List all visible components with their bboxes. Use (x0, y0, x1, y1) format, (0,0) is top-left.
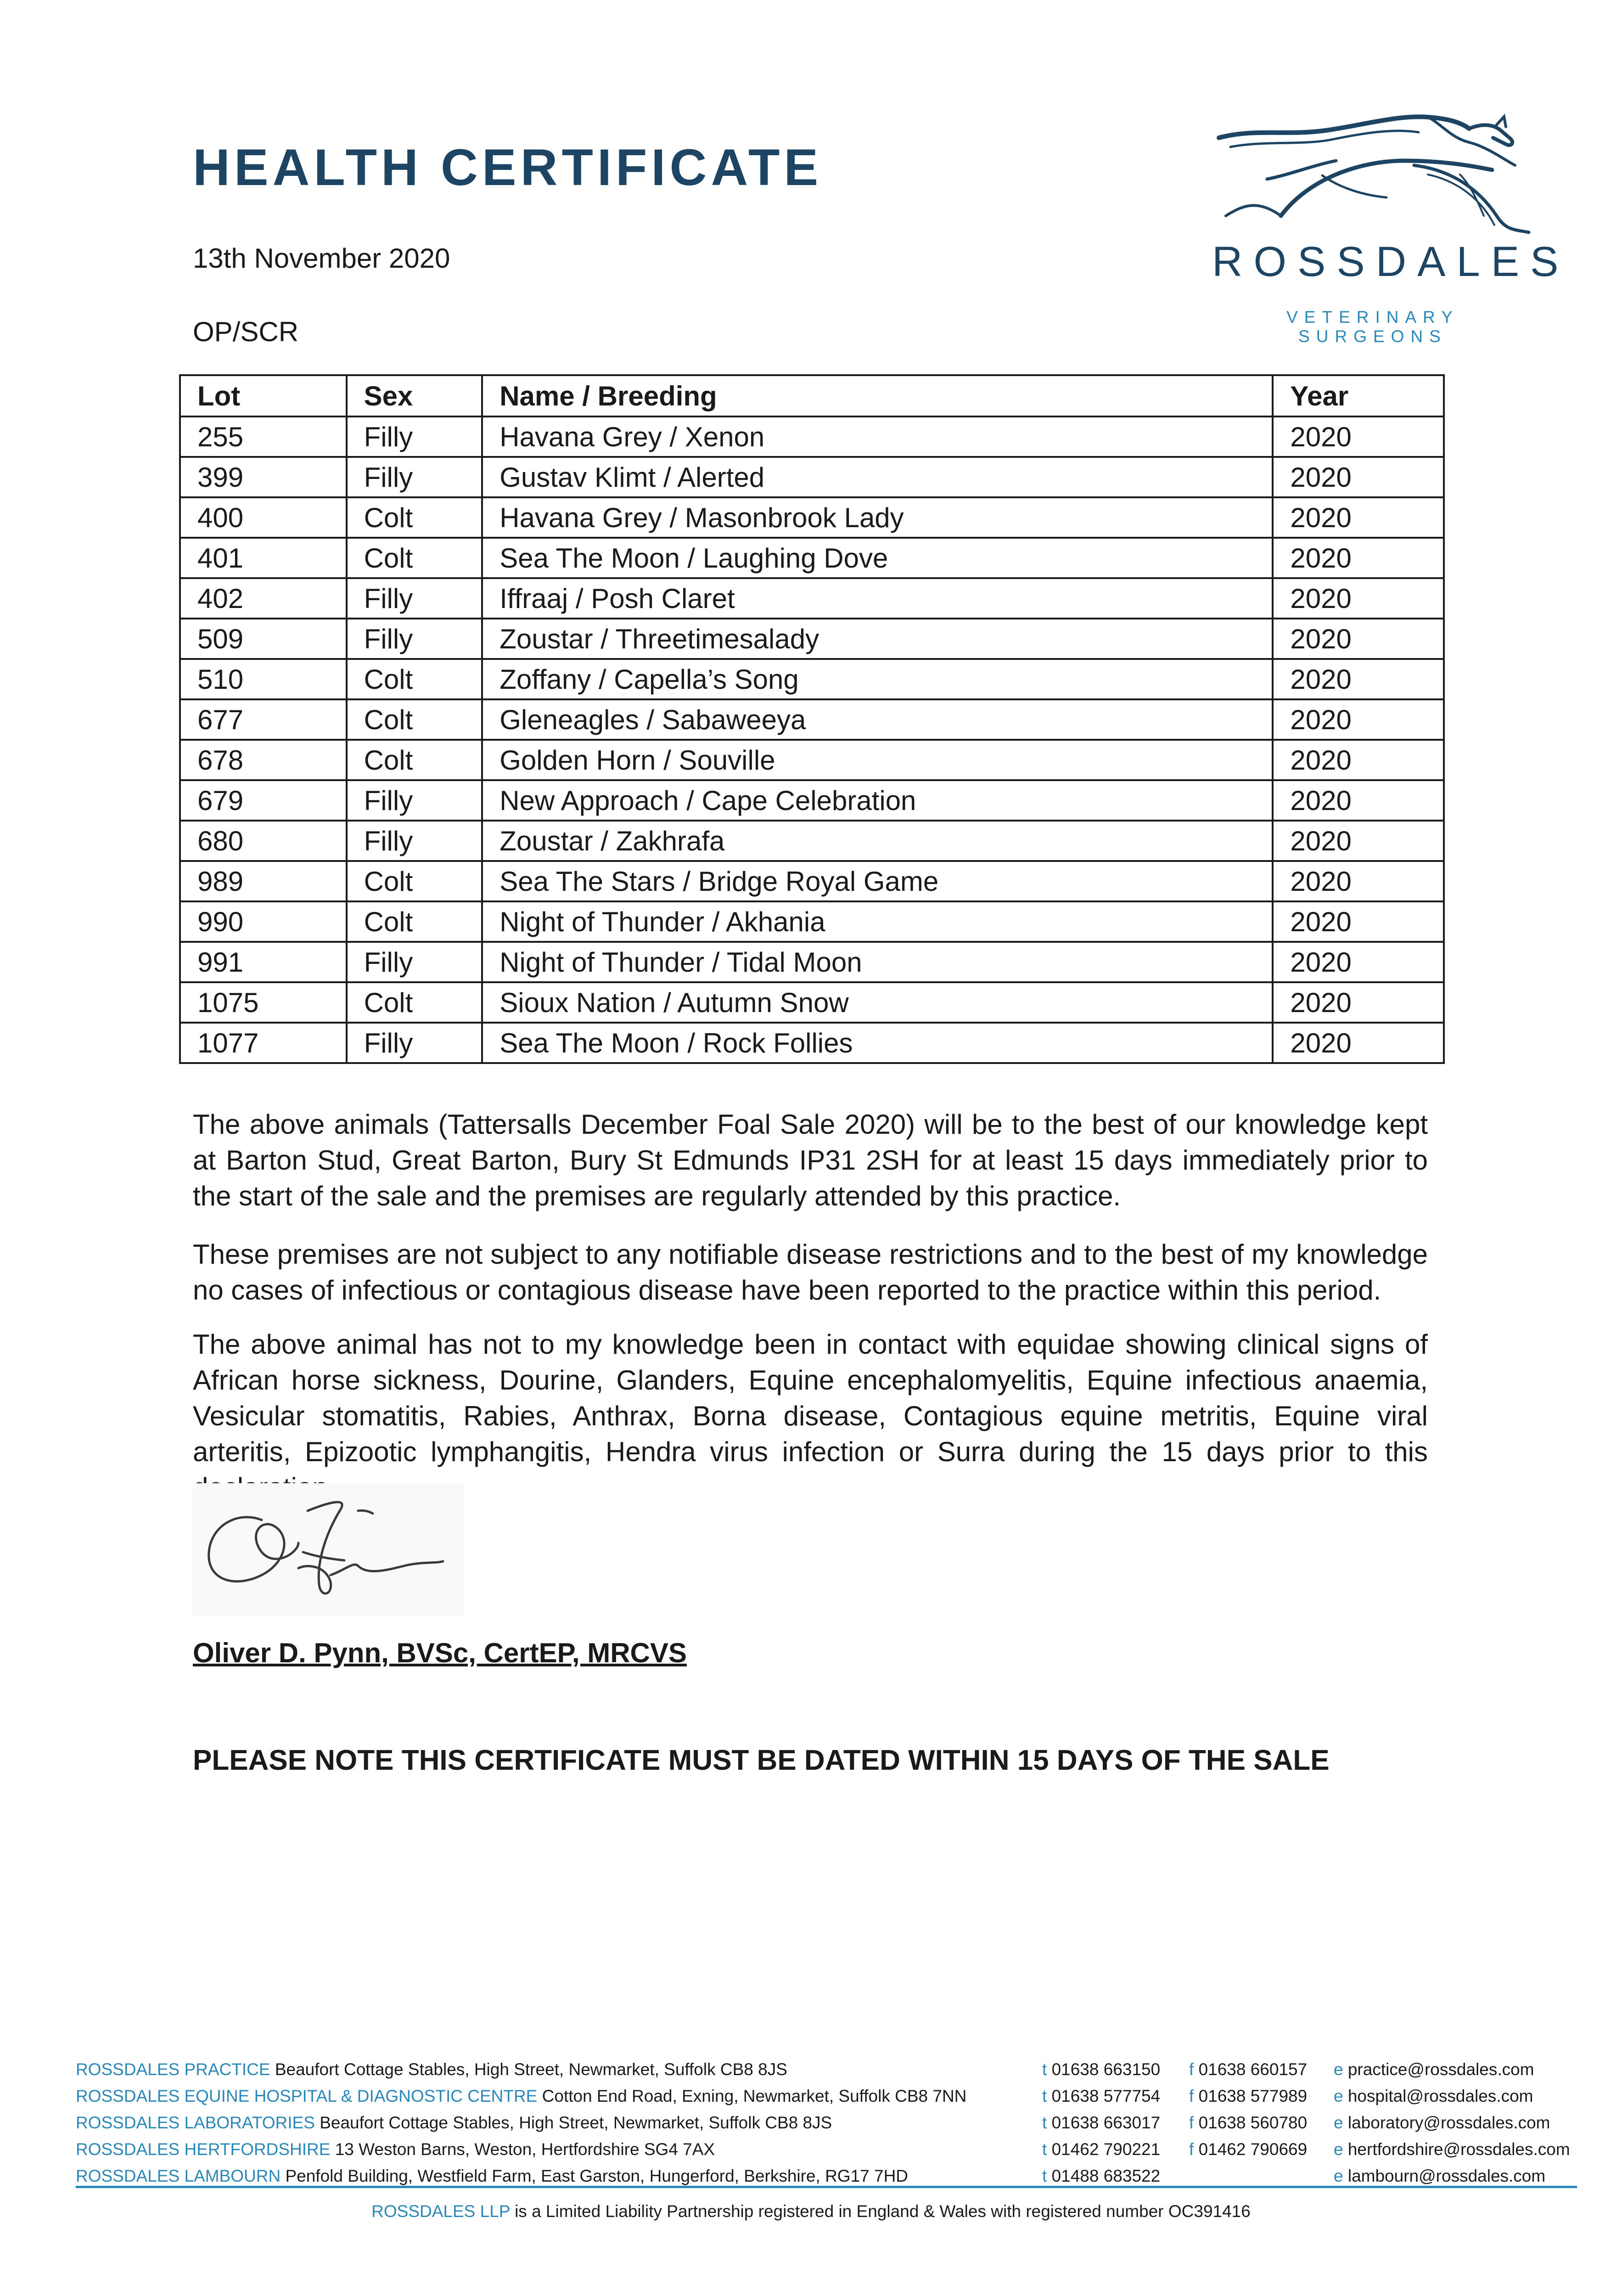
footer-phone-number: 01462 790221 (1051, 2140, 1161, 2159)
name-breeding-cell: New Approach / Cape Celebration (482, 780, 1273, 821)
table-row (180, 699, 1444, 740)
lot-cell: 1077 (180, 1023, 347, 1063)
lot-cell: 400 (180, 497, 347, 538)
lot-cell: 990 (180, 901, 347, 942)
lot-cell: 399 (180, 457, 347, 497)
name-breeding-cell: Zoustar / Zakhrafa (482, 821, 1273, 861)
footer-org-address: Cotton End Road, Exning, Newmarket, Suffolk CB8 7NN (542, 2087, 967, 2105)
footer-fax-number: 01462 790669 (1198, 2140, 1308, 2159)
year-cell: 2020 (1273, 901, 1444, 942)
table-row (180, 619, 1444, 659)
footer-email (1334, 2056, 1534, 2083)
table-row (180, 821, 1444, 861)
footer-phone-prefix: t (1042, 2113, 1047, 2132)
footer-email (1334, 2083, 1533, 2110)
logo-wordmark: ROSSDALES (1212, 238, 1570, 285)
footer-fax-number: 01638 560780 (1198, 2113, 1308, 2132)
footer-divider (76, 2186, 1577, 2188)
table-row (180, 982, 1444, 1023)
table-row (180, 942, 1444, 982)
footer-phone (1042, 2056, 1160, 2083)
year-cell: 2020 (1273, 861, 1444, 901)
table-row (180, 457, 1444, 497)
name-breeding-cell: Night of Thunder / Akhania (482, 901, 1273, 942)
signer-name: Oliver D. Pynn, BVSc, CertEP, MRCVS (193, 1638, 687, 1668)
footer-contact-row (76, 2056, 1577, 2083)
year-cell: 2020 (1273, 538, 1444, 578)
sex-cell: Filly (347, 457, 483, 497)
sex-cell: Colt (347, 497, 483, 538)
footer-phone-number: 01638 577754 (1051, 2087, 1161, 2105)
sex-cell: Colt (347, 699, 483, 740)
llp-text: is a Limited Liability Partnership registered in England & Wales with registered number OC391416 (515, 2202, 1251, 2221)
rossdales-logo (1212, 110, 1570, 346)
footer-fax-prefix: f (1189, 2060, 1194, 2079)
footer-email (1334, 2136, 1570, 2163)
footer-phone-prefix: t (1042, 2087, 1047, 2105)
year-cell: 2020 (1273, 416, 1444, 457)
sex-cell: Colt (347, 538, 483, 578)
table-row (180, 1023, 1444, 1063)
sex-cell: Filly (347, 416, 483, 457)
lot-cell: 1075 (180, 982, 347, 1023)
lot-cell: 402 (180, 578, 347, 619)
sex-cell: Filly (347, 578, 483, 619)
column-header-sex: Sex (347, 375, 483, 416)
footer-email-address: hospital@rossdales.com (1347, 2087, 1533, 2105)
footer-fax-prefix: f (1189, 2140, 1194, 2159)
sex-cell: Colt (347, 901, 483, 942)
year-cell: 2020 (1273, 982, 1444, 1023)
name-breeding-cell: Golden Horn / Souville (482, 740, 1273, 780)
table-row (180, 578, 1444, 619)
footer-org-name: ROSSDALES LAMBOURN (76, 2167, 281, 2185)
lot-cell: 255 (180, 416, 347, 457)
year-cell: 2020 (1273, 457, 1444, 497)
table-row (180, 780, 1444, 821)
footer-email-address: hertfordshire@rossdales.com (1347, 2140, 1570, 2159)
footer-phone (1042, 2083, 1160, 2110)
footer-phone-number: 01488 683522 (1051, 2167, 1161, 2185)
name-breeding-cell: Sioux Nation / Autumn Snow (482, 982, 1273, 1023)
name-breeding-cell: Gleneagles / Sabaweeya (482, 699, 1273, 740)
name-breeding-cell: Havana Grey / Masonbrook Lady (482, 497, 1273, 538)
year-cell: 2020 (1273, 942, 1444, 982)
year-cell: 2020 (1273, 619, 1444, 659)
logo-subtitle: VETERINARY SURGEONS (1286, 308, 1459, 346)
dating-notice: PLEASE NOTE THIS CERTIFICATE MUST BE DATED WITHIN 15 DAYS OF THE SALE (193, 1745, 1330, 1776)
certificate-title: HEALTH CERTIFICATE (193, 139, 823, 196)
footer-phone-number: 01638 663017 (1051, 2113, 1161, 2132)
sex-cell: Filly (347, 942, 483, 982)
footer-org-address: 13 Weston Barns, Weston, Hertfordshire SG4 7AX (335, 2140, 715, 2159)
name-breeding-cell: Iffraaj / Posh Claret (482, 578, 1273, 619)
table-header-row (180, 375, 1444, 416)
footer-phone-prefix: t (1042, 2140, 1047, 2159)
sex-cell: Filly (347, 821, 483, 861)
footer-phone-prefix: t (1042, 2167, 1047, 2185)
name-breeding-cell: Zoustar / Threetimesalady (482, 619, 1273, 659)
sex-cell: Filly (347, 780, 483, 821)
year-cell: 2020 (1273, 780, 1444, 821)
footer-org-name: ROSSDALES LABORATORIES (76, 2113, 315, 2132)
footer-org-address: Beaufort Cottage Stables, High Street, Newmarket, Suffolk CB8 8JS (275, 2060, 787, 2079)
footer-fax (1189, 2056, 1307, 2083)
footer-org-name: ROSSDALES PRACTICE (76, 2060, 270, 2079)
year-cell: 2020 (1273, 699, 1444, 740)
footer-phone-prefix: t (1042, 2060, 1047, 2079)
sex-cell: Colt (347, 982, 483, 1023)
footer-email-prefix: e (1334, 2060, 1343, 2079)
signature-image (193, 1483, 464, 1616)
footer-phone (1042, 2136, 1160, 2163)
paragraph-disease-restrictions: These premises are not subject to any notifiable disease restrictions and to the best of my knowledge no cases of infectious or contagious disease have been reported to the practice within this period. (193, 1239, 1428, 1306)
year-cell: 2020 (1273, 659, 1444, 699)
year-cell: 2020 (1273, 497, 1444, 538)
lot-cell: 677 (180, 699, 347, 740)
column-header-lot: Lot (180, 375, 347, 416)
table-row (180, 416, 1444, 457)
table-row (180, 740, 1444, 780)
sex-cell: Filly (347, 619, 483, 659)
table-row (180, 861, 1444, 901)
footer-org (76, 2056, 787, 2083)
name-breeding-cell: Sea The Stars / Bridge Royal Game (482, 861, 1273, 901)
footer-fax-number: 01638 660157 (1198, 2060, 1308, 2079)
footer-org-name: ROSSDALES EQUINE HOSPITAL & DIAGNOSTIC CENTRE (76, 2087, 538, 2105)
sex-cell: Colt (347, 659, 483, 699)
galloping-horse-logo-icon (1212, 110, 1533, 239)
reference-code: OP/SCR (193, 316, 299, 347)
name-breeding-cell: Havana Grey / Xenon (482, 416, 1273, 457)
name-breeding-cell: Night of Thunder / Tidal Moon (482, 942, 1273, 982)
column-header-year: Year (1273, 375, 1444, 416)
lot-cell: 509 (180, 619, 347, 659)
footer-phone (1042, 2110, 1160, 2136)
handwritten-signature-icon (193, 1483, 464, 1616)
lot-cell: 991 (180, 942, 347, 982)
sex-cell: Colt (347, 740, 483, 780)
table-row (180, 497, 1444, 538)
footer-org-name: ROSSDALES HERTFORDSHIRE (76, 2140, 331, 2159)
footer-org (76, 2083, 966, 2110)
footer-email-address: laboratory@rossdales.com (1347, 2113, 1550, 2132)
footer-email-prefix: e (1334, 2140, 1343, 2159)
lot-cell: 680 (180, 821, 347, 861)
footer-fax (1189, 2136, 1307, 2163)
year-cell: 2020 (1273, 740, 1444, 780)
footer-fax-prefix: f (1189, 2113, 1194, 2132)
lot-cell: 401 (180, 538, 347, 578)
footer-email-address: lambourn@rossdales.com (1347, 2167, 1546, 2185)
lot-cell: 510 (180, 659, 347, 699)
footer-fax (1189, 2110, 1307, 2136)
footer-contact-row (76, 2110, 1577, 2136)
certificate-date: 13th November 2020 (193, 243, 450, 274)
name-breeding-cell: Gustav Klimt / Alerted (482, 457, 1273, 497)
table-row (180, 659, 1444, 699)
footer-org-address: Beaufort Cottage Stables, High Street, Newmarket, Suffolk CB8 8JS (320, 2113, 832, 2132)
lot-cell: 679 (180, 780, 347, 821)
lot-cell: 989 (180, 861, 347, 901)
name-breeding-cell: Sea The Moon / Laughing Dove (482, 538, 1273, 578)
column-header-name-breeding: Name / Breeding (482, 375, 1273, 416)
footer-email-prefix: e (1334, 2087, 1343, 2105)
footer-email-prefix: e (1334, 2167, 1343, 2185)
footer-email-address: practice@rossdales.com (1347, 2060, 1534, 2079)
footer-email (1334, 2110, 1550, 2136)
lots-table (179, 374, 1445, 1064)
sex-cell: Colt (347, 861, 483, 901)
footer-email-prefix: e (1334, 2113, 1343, 2132)
lot-cell: 678 (180, 740, 347, 780)
name-breeding-cell: Sea The Moon / Rock Follies (482, 1023, 1273, 1063)
llp-name: ROSSDALES LLP (371, 2202, 510, 2221)
year-cell: 2020 (1273, 821, 1444, 861)
year-cell: 2020 (1273, 578, 1444, 619)
name-breeding-cell: Zoffany / Capella’s Song (482, 659, 1273, 699)
llp-registration (0, 2202, 1622, 2221)
footer-fax-prefix: f (1189, 2087, 1194, 2105)
paragraph-sale-premises: The above animals (Tattersalls December Foal Sale 2020) will be to the best of our knowledge kept at Barton Stud, Great Barton, Bury St Edmunds IP31 2SH for at least 15 days immediately prior to the start of the sale and the premises are regularly attended by this practice. (193, 1109, 1428, 1211)
footer-org (76, 2136, 715, 2163)
footer-org (76, 2110, 832, 2136)
footer-contact-row (76, 2083, 1577, 2110)
table-row (180, 538, 1444, 578)
table-row (180, 901, 1444, 942)
footer-fax-number: 01638 577989 (1198, 2087, 1308, 2105)
year-cell: 2020 (1273, 1023, 1444, 1063)
footer-phone-number: 01638 663150 (1051, 2060, 1161, 2079)
paragraph-contact-declaration: The above animal has not to my knowledge been in contact with equidae showing clinical signs of African horse sickness, Dourine, Glanders, Equine encephalomyelitis, Equine infectious anaemia, Vesicular stomatitis, Rabies, Anthrax, Borna disease, Contagious equine metritis, Equine viral arteritis, Epizootic lymphangitis, Hendra virus infection or Surra during the 15 days prior to this (193, 1329, 1428, 1467)
sex-cell: Filly (347, 1023, 483, 1063)
footer-org-address: Penfold Building, Westfield Farm, East Garston, Hungerford, Berkshire, RG17 7HD (285, 2167, 909, 2185)
footer-fax (1189, 2083, 1307, 2110)
footer-contact-row (76, 2136, 1577, 2163)
